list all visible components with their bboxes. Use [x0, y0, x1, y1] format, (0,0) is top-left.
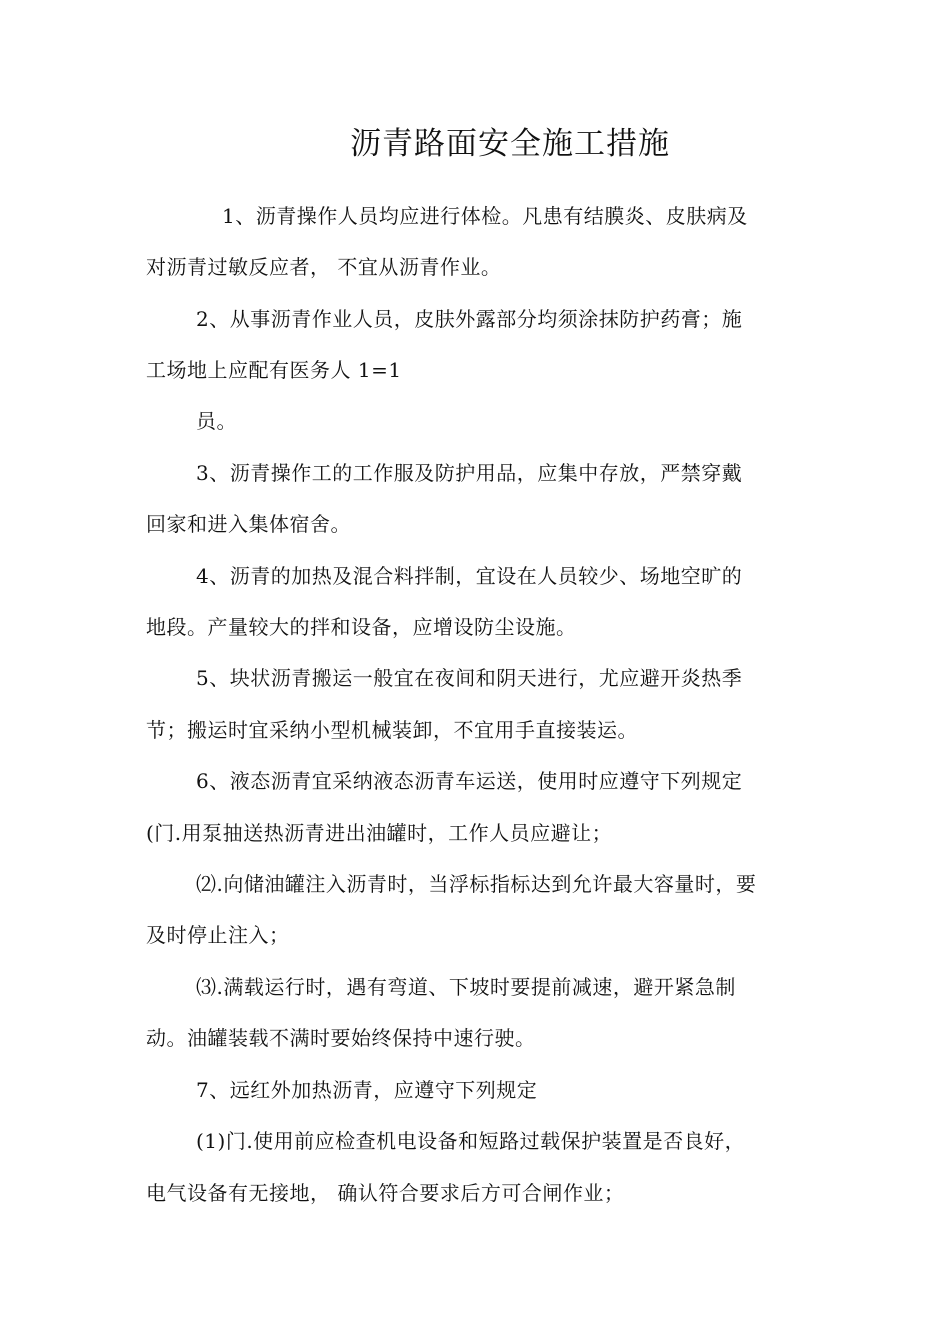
paragraph-line: 2、从事沥青作业人员，皮肤外露部分均须涂抹防护药膏；施: [196, 307, 743, 331]
paragraph-line: 电气设备有无接地， 确认符合要求后方可合闸作业；: [146, 1181, 625, 1205]
paragraph-line: 工场地上应配有医务人 1=1: [146, 358, 402, 382]
paragraph-line: 7、远红外加热沥青，应遵守下列规定: [196, 1078, 538, 1102]
paragraph-line: 回家和进入集体宿舍。: [146, 512, 351, 536]
paragraph-line: 地段。产量较大的拌和设备，应增设防尘设施。: [146, 615, 577, 639]
document-title: 沥青路面安全施工措施: [350, 126, 670, 162]
paragraph-line: 5、块状沥青搬运一般宜在夜间和阴天进行，尤应避开炎热季: [196, 666, 743, 690]
paragraph-line: (1)门.使用前应检查机电设备和短路过载保护装置是否良好，: [196, 1129, 746, 1153]
paragraph-line: (门.用泵抽送热沥青进出油罐时，工作人员应避让；: [146, 821, 613, 845]
paragraph-line: 员。: [196, 409, 237, 433]
paragraph-line: 4、沥青的加热及混合料拌制，宜设在人员较少、场地空旷的: [196, 564, 743, 588]
paragraph-line: 6、液态沥青宜采纳液态沥青车运送，使用时应遵守下列规定: [196, 769, 743, 793]
paragraph-line: 3、沥青操作工的工作服及防护用品，应集中存放，严禁穿戴: [196, 461, 743, 485]
paragraph-line: ⑶.满载运行时，遇有弯道、下坡时要提前减速，避开紧急制: [196, 975, 736, 999]
paragraph-line: 对沥青过敏反应者， 不宜从沥青作业。: [146, 255, 502, 279]
paragraph-line: 节；搬运时宜采纳小型机械装卸，不宜用手直接装运。: [146, 718, 638, 742]
paragraph-line: 动。油罐装载不满时要始终保持中速行驶。: [146, 1026, 536, 1050]
paragraph-line: ⑵.向储油罐注入沥青时，当浮标指标达到允许最大容量时，要: [196, 872, 757, 896]
paragraph-line: 1、沥青操作人员均应进行体检。凡患有结膜炎、皮肤病及: [222, 204, 748, 228]
paragraph-line: 及时停止注入；: [146, 923, 290, 947]
